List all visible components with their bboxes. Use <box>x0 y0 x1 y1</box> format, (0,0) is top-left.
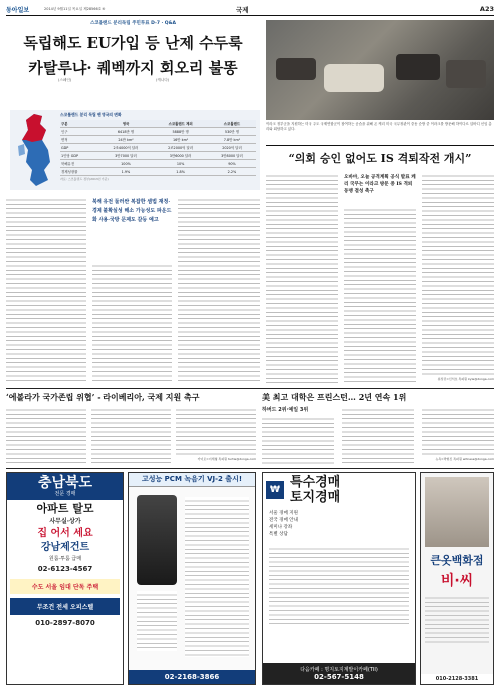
table-cell: 7.8만 km² <box>208 136 256 144</box>
section-title: 국제 <box>236 6 249 14</box>
ad4-description <box>425 594 489 644</box>
princeton-subhead: 하버드 2위·예일 3위 <box>262 407 309 413</box>
ad1-line1: 아파트 탈모 <box>36 502 94 515</box>
ad1-line3: 집 어서 세요 <box>37 528 93 539</box>
uk-map-icon <box>12 110 58 190</box>
body-column-2 <box>92 262 172 384</box>
ad1-line7: 무조건 전세 오피스텔 <box>10 598 120 615</box>
table-header-cell: 스코틀랜드 <box>208 120 256 128</box>
ebola-column-2 <box>91 406 171 464</box>
ad1-subtitle: 전문 경매 <box>54 491 76 497</box>
right-story-body <box>266 172 494 384</box>
label-spain: (스페인) <box>58 78 72 82</box>
right-body-column-1 <box>266 172 338 384</box>
table-cell: 인구 <box>60 128 99 136</box>
table-cell: 면적 <box>60 136 99 144</box>
ad1-phone2[interactable]: 010-2897-8070 <box>35 619 95 627</box>
princeton-story-body <box>262 406 494 464</box>
princeton-column-3 <box>422 406 494 456</box>
table-cell: 1.9% <box>99 168 154 176</box>
ad2-specs <box>137 591 177 651</box>
table-cell: 3만7000 달러 <box>99 152 154 160</box>
ad-real-estate[interactable] <box>6 472 124 685</box>
ad1-line5: 원룸·투룸 급매 <box>48 556 82 562</box>
table-cell: 3만8000 달러 <box>208 152 256 160</box>
headline-catalonia: 카탈루냐 <box>28 59 87 77</box>
ad1-line4: 강남제건트 <box>40 542 90 553</box>
ad-land-auction[interactable] <box>262 472 416 685</box>
ebola-story-body <box>6 406 256 464</box>
top-story <box>6 20 260 84</box>
table-cell: 3만6000 달러 <box>153 152 208 160</box>
ad2-title: 고성능 PCM 녹음기 VJ-2 출시! <box>141 475 243 483</box>
ad2-phone[interactable]: 02-2168-3866 <box>129 670 255 684</box>
ad4-phone[interactable]: 010-2128-3381 <box>421 674 493 684</box>
ad3-item: 세미나 강좌 <box>269 525 293 530</box>
table-row <box>60 128 256 136</box>
princeton-headline: 美 최고 대학은 프린스턴… 2년 연속 1위 <box>262 392 407 402</box>
body-column-3 <box>178 196 260 384</box>
infographic <box>10 110 260 190</box>
ad3-footer: 다음카페 : 명지토지계발이카페(TII) <box>300 667 378 673</box>
auction-logo-icon: ₩ <box>266 481 284 499</box>
princeton-byline: 뉴욕=박현진 특파원 witness@donga.com <box>435 457 494 461</box>
page-number: A23 <box>479 5 494 13</box>
table-row <box>60 136 256 144</box>
ad4-brand: 비·씨 <box>440 573 474 589</box>
right-story-byline: 워싱턴=신석호 특파원 kyle@donga.com <box>437 377 494 381</box>
ad3-items <box>263 507 415 541</box>
table-cell: 북해유전 <box>60 160 99 168</box>
table-cell: 6418만 명 <box>99 128 154 136</box>
newspaper-logo: 동아일보 <box>6 7 30 14</box>
ad3-title-2: 토지경매 <box>290 490 341 505</box>
table-cell: 100% <box>99 160 154 168</box>
table-cell: 530만 명 <box>208 128 256 136</box>
ebola-column-1 <box>6 406 86 464</box>
table-row <box>60 168 256 176</box>
ebola-byline: 카이로=이세형 특파원 turtle@donga.com <box>197 457 256 461</box>
issue-date: 2014년 9월11일 목요일 제28566호 ⑥ <box>44 7 106 11</box>
table-row <box>60 152 256 160</box>
photo-caption: 이라크 정부군을 지원하는 미국 주도 국제연합군이 참여하는 공습을 위해 존 케리 미국 국무장관이 중동 순방 중 이라크를 방문해 하이다르 압바디 신임 총리와 회담하고 있다. <box>266 122 492 131</box>
table-cell: 1인당 GDP <box>60 152 99 160</box>
table-cell: 90% <box>208 160 256 168</box>
ad3-phone[interactable]: 02-567-5148 <box>314 673 364 681</box>
ad4-model-photo <box>425 477 489 547</box>
table-header-cell: 영국 <box>99 120 154 128</box>
ad1-phone[interactable]: 02-6123-4567 <box>37 565 93 573</box>
top-story-headline-2 <box>6 57 260 78</box>
comparison-table <box>60 120 256 176</box>
meeting-photo <box>266 20 494 120</box>
section-divider <box>6 388 494 389</box>
table-cell: 16만 km² <box>153 136 208 144</box>
table-cell: 경제성장률 <box>60 168 99 176</box>
ad-recorder[interactable] <box>128 472 256 685</box>
ebola-headline: ‘에볼라가 국가존립 위협’ - 라이베리아, 국제 지원 촉구 <box>6 392 200 402</box>
ebola-column-3 <box>176 406 256 456</box>
ad1-line6: 수도 서울 임대 단독 주택 <box>10 579 120 594</box>
table-cell: 10% <box>153 160 208 168</box>
table-cell: 5888만 명 <box>153 128 208 136</box>
right-story-subhead: 오바마, 오늘 공격계획 공식 발표 케리 국무는 이라크 방문 중 IS 격퇴 동맹 결성 촉구 <box>344 175 416 194</box>
table-cell: 2조2000억 달러 <box>153 144 208 152</box>
top-story-headline-1: 독립해도 EU가입 등 난제 수두룩 <box>23 34 243 52</box>
table-row <box>60 144 256 152</box>
table-cell: 24만 km² <box>99 136 154 144</box>
top-story-kicker: 스코틀랜드 분리독립 주민투표 D-7 · Q&A <box>89 21 177 26</box>
table-header-cell: 스코틀랜드 제외 <box>153 120 208 128</box>
ad3-item: 전국 경매 안내 <box>269 518 298 523</box>
princeton-column-2 <box>342 406 414 464</box>
recorder-device-icon <box>137 495 177 585</box>
ad1-title: 충남북도 <box>37 475 93 491</box>
ad3-body <box>269 545 409 625</box>
ad3-item: 서울 경매 지원 <box>269 511 298 516</box>
table-cell: 1.8% <box>153 168 208 176</box>
table-cell: 2.2% <box>208 168 256 176</box>
ad1-line2: 사무실·상가 <box>49 518 81 525</box>
table-cell: 2020억 달러 <box>208 144 256 152</box>
ad-clothing[interactable] <box>420 472 494 685</box>
table-cell: GDP <box>60 144 99 152</box>
ad-divider <box>6 468 494 469</box>
right-body-column-3 <box>422 172 494 376</box>
right-story-headline: “의회 승인 없어도 IS 격퇴작전 개시” <box>266 145 494 166</box>
princeton-column-1 <box>262 415 334 464</box>
headline-quebec: · 퀘벡까지 회오리 불똥 <box>86 59 238 77</box>
top-story-body <box>6 196 260 384</box>
table-source: 자료: 스코틀랜드 정부(2013년 기준) <box>60 177 109 181</box>
ad4-title: 큰옷백화점 <box>430 554 484 567</box>
table-title: 스코틀랜드 분리 독립 땐 영국의 변화 <box>60 112 122 117</box>
label-canada: (캐나다) <box>156 78 170 82</box>
ad1-header <box>7 473 123 500</box>
ad3-item: 특별 상담 <box>269 532 288 537</box>
table-row <box>60 160 256 168</box>
table-cell: 2조4000억 달러 <box>99 144 154 152</box>
masthead <box>6 4 494 16</box>
ad3-title-1: 특수경매 <box>290 475 341 490</box>
right-body-column-2 <box>344 206 416 384</box>
ad2-description <box>185 497 249 657</box>
top-story-subhead: 북해 유전 둘러싼 복잡한 셈법 재정·경제 불확실성 해소 가능성도 파운드화 사용·국방 문제도 갈등 예고 <box>92 199 172 223</box>
body-column-1 <box>6 196 86 384</box>
table-header-cell: 구분 <box>60 120 99 128</box>
